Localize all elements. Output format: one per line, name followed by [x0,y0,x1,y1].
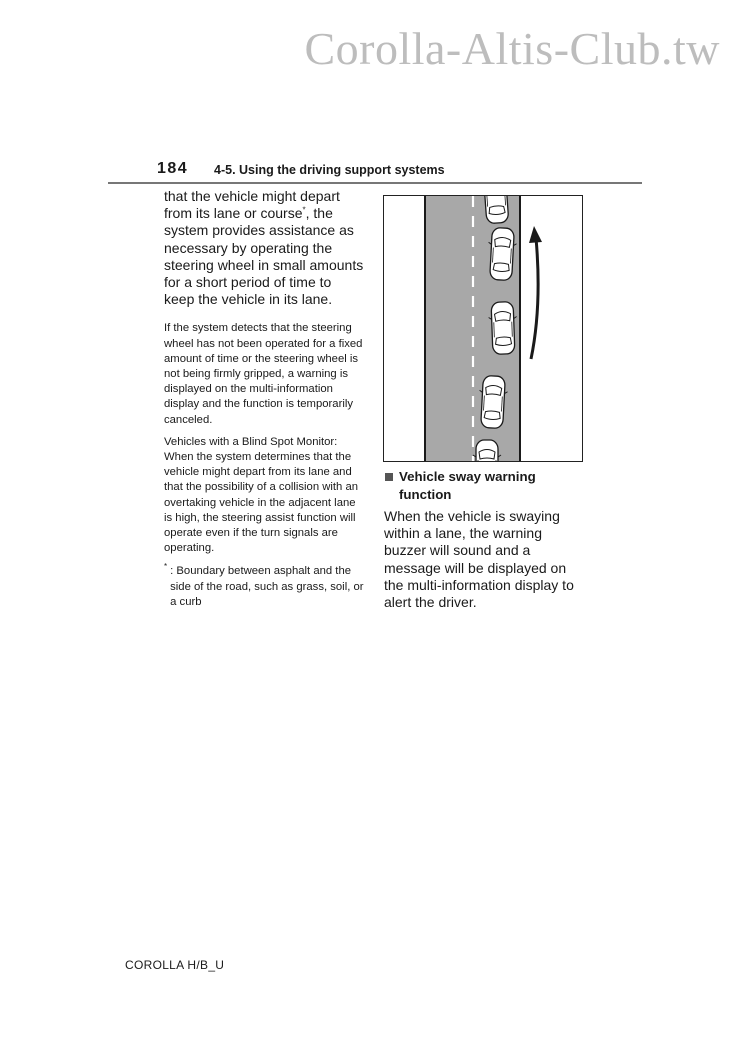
square-bullet-icon [385,473,393,481]
vehicle-sway-illustration [383,195,583,462]
intro-text-post: , the system provides assistance as necessary by operating the steering wheel in small amounts for a short period of time to keep the vehicle in its lane. [164,205,364,308]
subsection-heading [384,468,584,503]
blind-spot-note: Vehicles with a Blind Spot Monitor: When the system determines that the vehicle might depart from its lane and that the possibility of a collision with an overtaking vehicle in the adjacent lane is high, the steering assist function will operate even if the turn signals are operating. [164,435,359,555]
subsection-heading-text: Vehicle sway warning function [399,469,536,502]
car-icon [488,302,518,355]
direction-arrow-icon [529,226,542,243]
model-code-footer: COROLLA H/B_U [125,958,225,972]
sway-warning-paragraph: When the vehicle is swaying within a lane, the warning buzzer will sound and a message will be displayed on the multi-information display to alert the driver. [384,508,574,611]
footnote-mark: * [164,562,168,572]
illustration-canvas [384,196,582,461]
header-rule [108,182,642,184]
intro-paragraph [164,188,364,308]
footnote-text: : Boundary between asphalt and the side of the road, such as grass, soil, or a curb [170,565,364,608]
footnote-marker: * [302,205,306,215]
page-number: 184 [157,160,189,177]
section-title: 4-5. Using the driving support systems [214,163,445,177]
footnote [164,564,364,610]
site-watermark: Corolla-Altis-Club.tw [304,23,720,74]
direction-arrow-shaft [531,238,538,359]
car-icon [473,440,501,461]
intro-text-pre: that the vehicle might depart from its lane or course [164,188,340,222]
warning-note: If the system detects that the steering wheel has not been operated for a fixed amount of time or the steering wheel is not being firmly gripped, a warning is displayed on the multi-information display and the function is temporarily canceled. [164,322,363,426]
left-column [164,188,364,610]
right-column [384,468,584,611]
